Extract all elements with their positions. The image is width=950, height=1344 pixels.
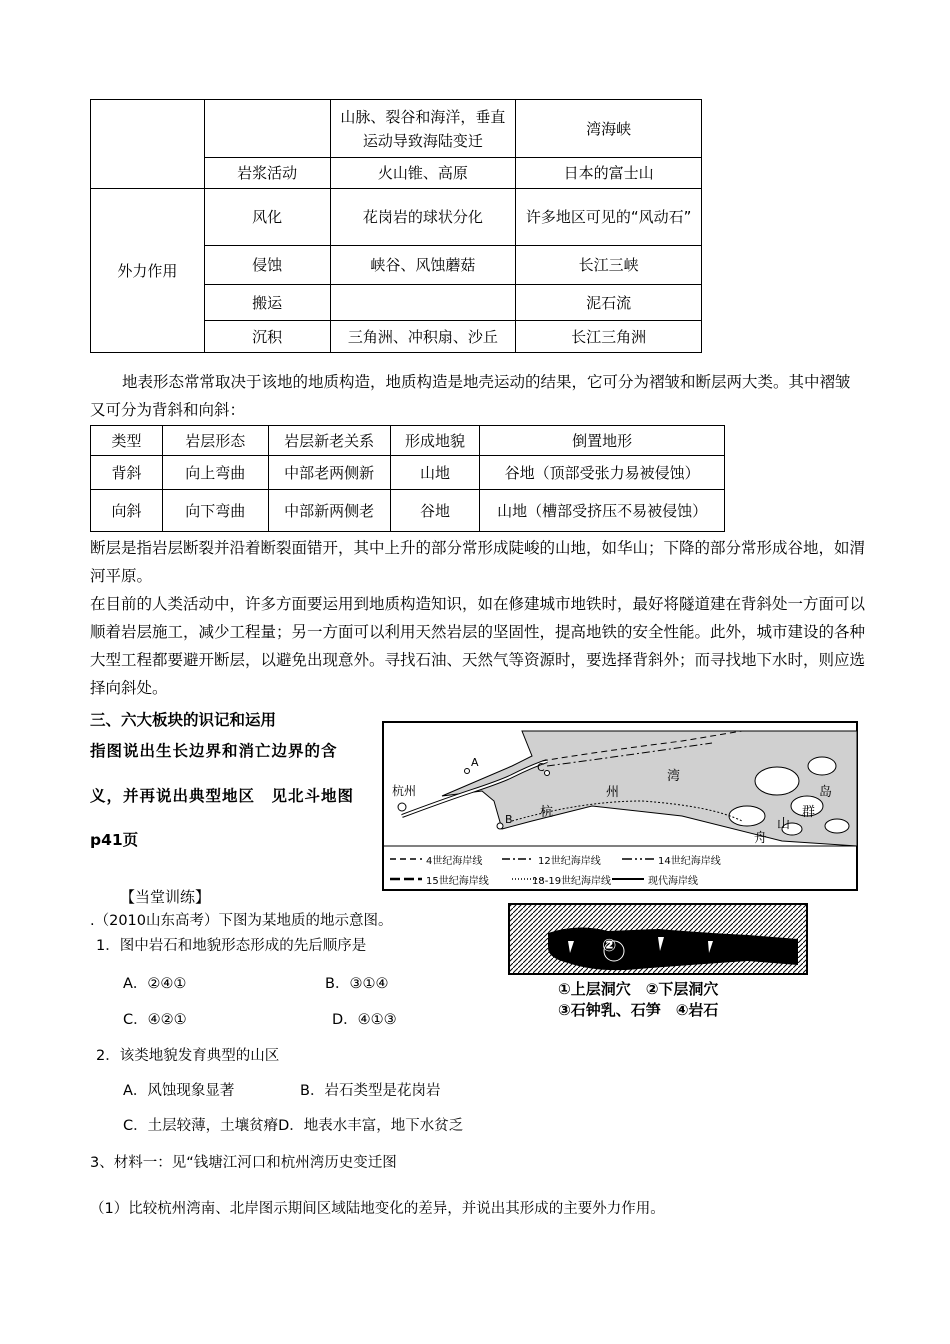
table-cell: 山地 bbox=[390, 456, 480, 490]
table-cell: 中部老两侧新 bbox=[268, 456, 390, 490]
map-label-hang: 杭 bbox=[540, 805, 554, 820]
table-cell bbox=[204, 100, 330, 158]
table-cell: 峡谷、风蚀蘑菇 bbox=[330, 246, 516, 285]
practice-intro: .（2010山东高考）下图为某地质的地示意图。 bbox=[90, 913, 393, 929]
map-label-zhou2: 舟 bbox=[754, 831, 768, 846]
fold-table bbox=[90, 425, 725, 532]
table-cell bbox=[330, 285, 516, 321]
table-cell bbox=[91, 100, 205, 189]
map-label-dao: 岛 bbox=[819, 785, 833, 800]
table-cell: 中部新两侧老 bbox=[268, 490, 390, 532]
hangzhou-bay-map bbox=[382, 721, 858, 891]
map-label-c: C bbox=[537, 761, 545, 774]
question-1: 1．图中岩石和地貌形态形成的先后顺序是 bbox=[96, 938, 367, 954]
paragraph-fault: 断层是指岩层断裂并沿着断裂面错开，其中上升的部分常形成陡峻的山地，如华山；下降的部分常形成谷地，如渭河平原。 bbox=[90, 539, 866, 585]
option: C．土层较薄，土壤贫瘠D．地表水丰富，地下水贫乏 bbox=[123, 1118, 464, 1134]
map-label-shan: 山 bbox=[777, 817, 791, 832]
table-cell: 山地（槽部受挤压不易被侵蚀） bbox=[480, 490, 725, 532]
table-cell: 许多地区可见的“风动石” bbox=[516, 189, 702, 246]
option: A．风蚀现象显著 bbox=[123, 1083, 235, 1099]
table-cell: 向下弯曲 bbox=[162, 490, 268, 532]
table-cell: 向斜 bbox=[91, 490, 163, 532]
landform-table bbox=[90, 99, 702, 353]
table-cell: 湾海峡 bbox=[516, 100, 702, 158]
table-cell: 沉积 bbox=[204, 321, 330, 353]
table-header: 岩层新老关系 bbox=[268, 426, 390, 456]
map-label-b: B bbox=[505, 813, 513, 826]
table-cell: 花岗岩的球状分化 bbox=[330, 189, 516, 246]
paragraph-application: 在目前的人类活动中，许多方面要运用到地质构造知识，如在修建城市地铁时，最好将隧道建在背斜处一方面可以顺着岩层施工，减少工程量；另一方面可以利用天然岩层的坚固性，提高地铁的安全性能。此外，城市建设的各种大型工程都要避开断层，以避免出现意外。寻找石油、天然气等资源时，要选择背斜外；而寻找地下水时，则应选择向斜处。 bbox=[90, 595, 866, 697]
table-cell: 长江三峡 bbox=[516, 246, 702, 285]
table-cell: 山脉、裂谷和海洋，垂直运动导致海陆变迁 bbox=[330, 100, 516, 158]
table-header: 类型 bbox=[91, 426, 163, 456]
option: B．③①④ bbox=[325, 976, 389, 992]
section-text-line: 义，并再说出典型地区 见北斗地图 bbox=[90, 787, 355, 805]
cave-legend-1: ①上层洞穴 ②下层洞穴 bbox=[558, 980, 719, 998]
table-cell: 谷地（顶部受张力易被侵蚀） bbox=[480, 456, 725, 490]
map-label-wan: 湾 bbox=[667, 769, 681, 784]
option: C．④②① bbox=[123, 1012, 187, 1028]
table-cell: 长江三角洲 bbox=[516, 321, 702, 353]
table-cell: 背斜 bbox=[91, 456, 163, 490]
legend-item: 4世纪海岸线 bbox=[426, 856, 483, 867]
practice-title: 【当堂训练】 bbox=[120, 888, 211, 906]
question-3: 3、材料一：见“钱塘江河口和杭州湾历史变迁图 bbox=[90, 1155, 397, 1171]
paragraph-structure: 地表形态常常取决于该地的地质构造，地质构造是地壳运动的结果，它可分为褶皱和断层两大类。其中褶皱又可分为背斜和向斜： bbox=[90, 373, 851, 419]
option: A．②④① bbox=[123, 976, 187, 992]
cave-legend-2: ③石钟乳、石笋 ④岩石 bbox=[558, 1001, 719, 1019]
table-cell: 泥石流 bbox=[516, 285, 702, 321]
map-label-hangzhou: 杭州 bbox=[392, 784, 417, 798]
table-cell: 岩浆活动 bbox=[204, 158, 330, 189]
table-cell: 侵蚀 bbox=[204, 246, 330, 285]
section-title: 三、六大板块的识记和运用 bbox=[90, 711, 277, 729]
option: B．岩石类型是花岗岩 bbox=[300, 1083, 441, 1099]
section-text-line: p41页 bbox=[90, 831, 139, 849]
table-cell: 三角洲、冲积扇、沙丘 bbox=[330, 321, 516, 353]
table-cell: 谷地 bbox=[390, 490, 480, 532]
table-cell: 日本的富士山 bbox=[516, 158, 702, 189]
legend-item: 18-19世纪海岸线 bbox=[532, 876, 612, 887]
question-3-1: （1）比较杭州湾南、北岸图示期间区域陆地变化的差异，并说出其形成的主要外力作用。 bbox=[90, 1201, 665, 1217]
table-cell: 风化 bbox=[204, 189, 330, 246]
legend-item: 12世纪海岸线 bbox=[538, 856, 601, 867]
option: D．④①③ bbox=[332, 1012, 397, 1028]
cave-mark: ② bbox=[602, 936, 617, 956]
cave-figure bbox=[508, 903, 808, 1020]
map-label-zhou: 州 bbox=[606, 785, 620, 800]
table-cell: 搬运 bbox=[204, 285, 330, 321]
table-cell: 火山锥、高原 bbox=[330, 158, 516, 189]
map-label-qun: 群 bbox=[802, 805, 816, 820]
legend-item: 14世纪海岸线 bbox=[658, 856, 721, 867]
table-cell: 向上弯曲 bbox=[162, 456, 268, 490]
table-group-label: 外力作用 bbox=[91, 189, 205, 353]
cave-svg bbox=[508, 903, 808, 975]
question-2: 2．该类地貌发育典型的山区 bbox=[96, 1048, 280, 1064]
table-header: 形成地貌 bbox=[390, 426, 480, 456]
table-header: 倒置地形 bbox=[480, 426, 725, 456]
table-header: 岩层形态 bbox=[162, 426, 268, 456]
legend-item: 现代海岸线 bbox=[648, 876, 698, 887]
map-label-a: A bbox=[471, 756, 479, 769]
section-text-line: 指图说出生长边界和消亡边界的含 bbox=[90, 742, 338, 760]
legend-item: 15世纪海岸线 bbox=[426, 876, 489, 887]
